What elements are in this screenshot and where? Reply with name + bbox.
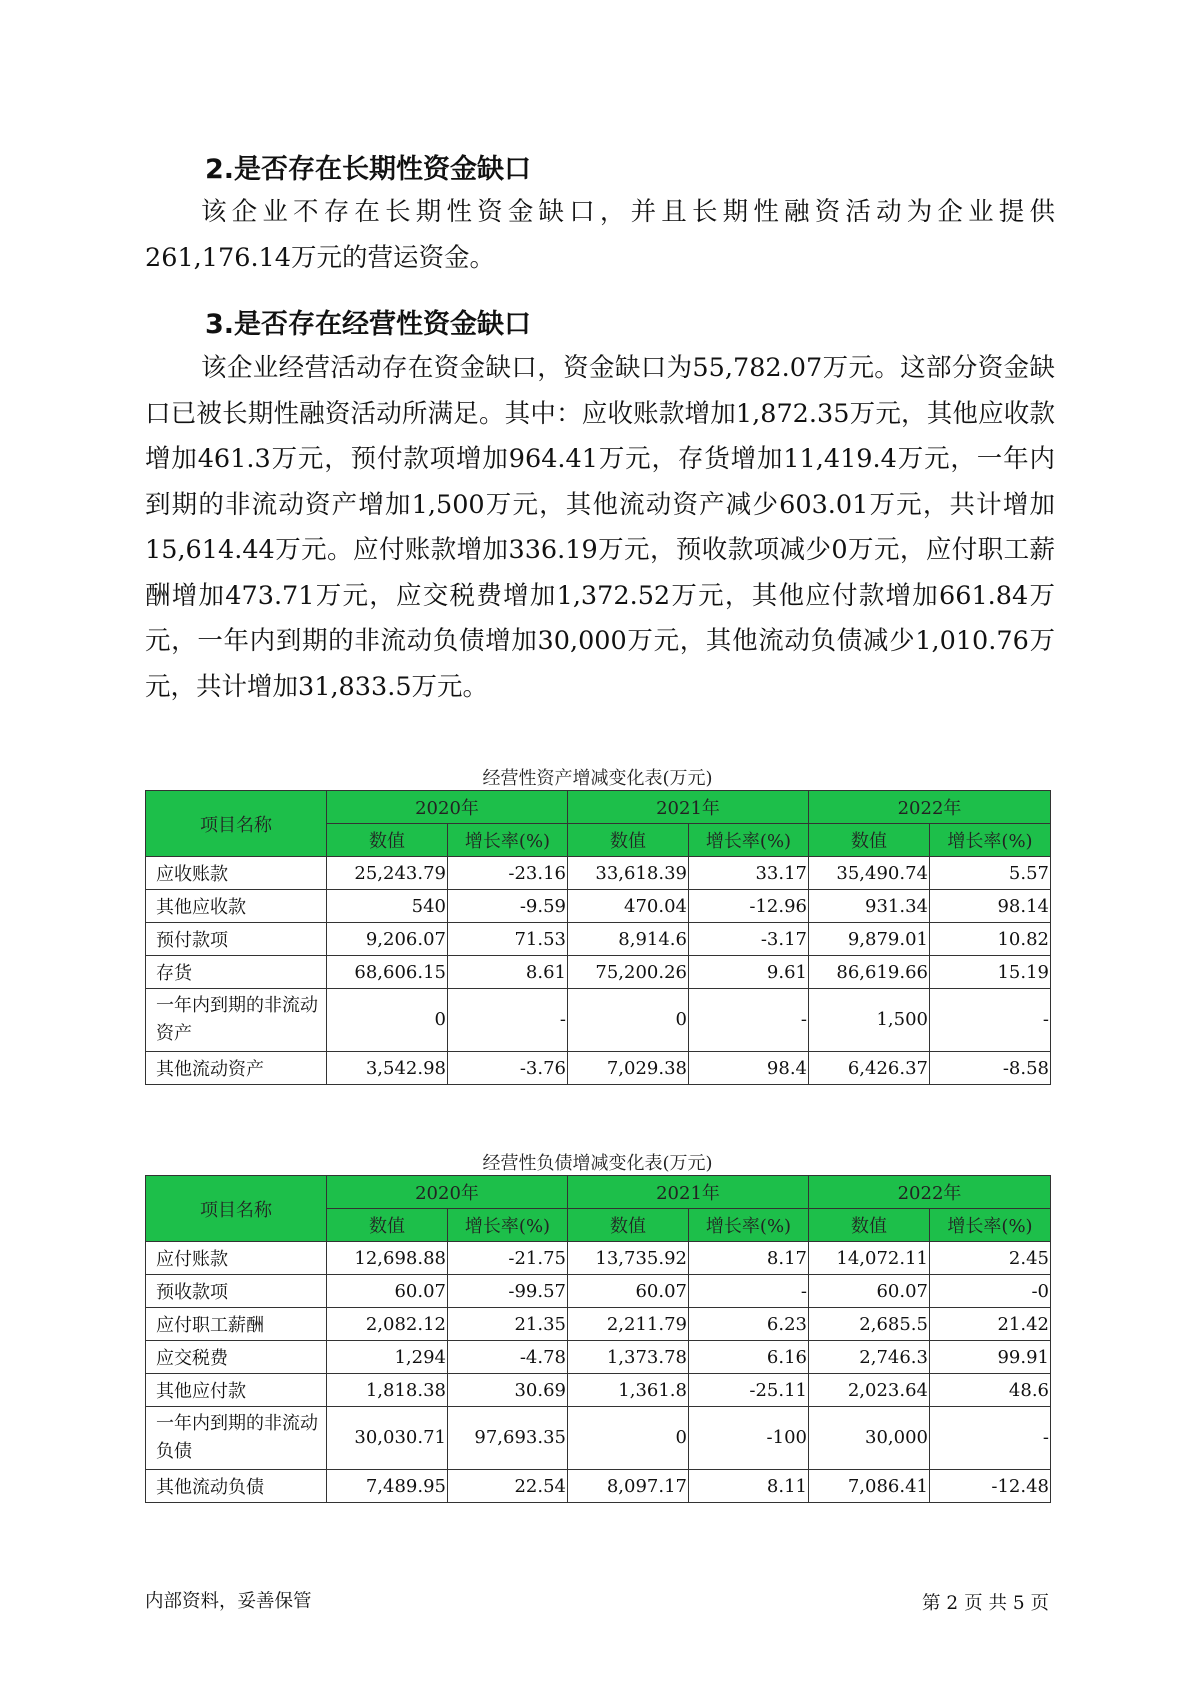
growth-subheader: 增长率(%) — [689, 1209, 809, 1242]
value-cell: 14,072.11 — [809, 1242, 930, 1275]
table-row — [146, 857, 1051, 890]
section-heading-long-term-gap: 2.是否存在长期性资金缺口 — [205, 154, 532, 185]
growth-rate-cell: 71.53 — [448, 923, 568, 956]
liability-change-table — [145, 1175, 1051, 1503]
growth-rate-cell: - — [689, 1275, 809, 1308]
table-row — [146, 1275, 1051, 1308]
value-cell: 7,489.95 — [327, 1470, 448, 1503]
row-item-name: 一年内到期的非流动资产 — [146, 989, 327, 1052]
value-cell: 9,879.01 — [809, 923, 930, 956]
value-cell: 6,426.37 — [809, 1052, 930, 1085]
table-row — [146, 1308, 1051, 1341]
growth-rate-cell: 21.35 — [448, 1308, 568, 1341]
table-row — [146, 890, 1051, 923]
growth-rate-cell: 98.14 — [930, 890, 1051, 923]
value-subheader: 数值 — [809, 824, 930, 857]
value-cell: 25,243.79 — [327, 857, 448, 890]
value-cell: 470.04 — [568, 890, 689, 923]
growth-rate-cell: - — [689, 989, 809, 1052]
growth-rate-cell: 8.61 — [448, 956, 568, 989]
growth-rate-cell: -3.17 — [689, 923, 809, 956]
item-name-header: 项目名称 — [146, 791, 327, 857]
value-cell: 35,490.74 — [809, 857, 930, 890]
value-cell: 60.07 — [327, 1275, 448, 1308]
value-cell: 931.34 — [809, 890, 930, 923]
value-cell: 60.07 — [809, 1275, 930, 1308]
table-row — [146, 956, 1051, 989]
growth-rate-cell: 30.69 — [448, 1374, 568, 1407]
growth-rate-cell: -21.75 — [448, 1242, 568, 1275]
row-item-name: 预付款项 — [146, 923, 327, 956]
growth-rate-cell: 8.17 — [689, 1242, 809, 1275]
section-heading-operating-gap: 3.是否存在经营性资金缺口 — [205, 309, 532, 340]
growth-rate-cell: -4.78 — [448, 1341, 568, 1374]
row-item-name: 预收款项 — [146, 1275, 327, 1308]
row-item-name: 应付账款 — [146, 1242, 327, 1275]
row-item-name: 其他应收款 — [146, 890, 327, 923]
growth-rate-cell: - — [930, 1407, 1051, 1470]
growth-subheader: 增长率(%) — [930, 824, 1051, 857]
table-row — [146, 1374, 1051, 1407]
value-cell: 12,698.88 — [327, 1242, 448, 1275]
growth-rate-cell: -9.59 — [448, 890, 568, 923]
growth-rate-cell: 98.4 — [689, 1052, 809, 1085]
row-item-name: 其他应付款 — [146, 1374, 327, 1407]
value-cell: 75,200.26 — [568, 956, 689, 989]
value-cell: 2,685.5 — [809, 1308, 930, 1341]
liability-table-caption: 经营性负债增减变化表(万元) — [482, 1153, 713, 1174]
value-cell: 8,097.17 — [568, 1470, 689, 1503]
value-cell: 540 — [327, 890, 448, 923]
asset-table-caption: 经营性资产增减变化表(万元) — [482, 768, 713, 789]
value-cell: 1,294 — [327, 1341, 448, 1374]
value-cell: 1,818.38 — [327, 1374, 448, 1407]
table-row — [146, 1341, 1051, 1374]
growth-rate-cell: 10.82 — [930, 923, 1051, 956]
growth-rate-cell: 21.42 — [930, 1308, 1051, 1341]
value-cell: 68,606.15 — [327, 956, 448, 989]
table-row — [146, 923, 1051, 956]
row-item-name: 其他流动资产 — [146, 1052, 327, 1085]
value-cell: 2,211.79 — [568, 1308, 689, 1341]
value-subheader: 数值 — [327, 1209, 448, 1242]
table-row — [146, 1470, 1051, 1503]
value-cell: 7,086.41 — [809, 1470, 930, 1503]
item-name-header: 项目名称 — [146, 1176, 327, 1242]
year-header: 2021年 — [568, 1176, 809, 1209]
growth-rate-cell: 6.23 — [689, 1308, 809, 1341]
value-cell: 8,914.6 — [568, 923, 689, 956]
year-header: 2020年 — [327, 791, 568, 824]
value-cell: 0 — [568, 989, 689, 1052]
value-cell: 7,029.38 — [568, 1052, 689, 1085]
row-item-name: 存货 — [146, 956, 327, 989]
growth-rate-cell: - — [448, 989, 568, 1052]
table-row — [146, 1407, 1051, 1470]
growth-rate-cell: -99.57 — [448, 1275, 568, 1308]
value-subheader: 数值 — [809, 1209, 930, 1242]
value-cell: 0 — [568, 1407, 689, 1470]
value-cell: 30,000 — [809, 1407, 930, 1470]
value-cell: 1,361.8 — [568, 1374, 689, 1407]
growth-rate-cell: 6.16 — [689, 1341, 809, 1374]
year-header: 2022年 — [809, 791, 1051, 824]
value-cell: 2,082.12 — [327, 1308, 448, 1341]
value-cell: 9,206.07 — [327, 923, 448, 956]
table-row — [146, 1052, 1051, 1085]
growth-rate-cell: -12.96 — [689, 890, 809, 923]
growth-rate-cell: 8.11 — [689, 1470, 809, 1503]
growth-rate-cell: 2.45 — [930, 1242, 1051, 1275]
growth-subheader: 增长率(%) — [448, 1209, 568, 1242]
paragraph-operating-gap: 该企业经营活动存在资金缺口，资金缺口为55,782.07万元。这部分资金缺口已被长期性融资活动所满足。其中：应收账款增加1,872.35万元，其他应收款增加461.3万元，预付款项增加964.41万元，存货增加11,419.4万元，一年内到期的非流动资产增加1,500万元，其他流动资产减少603.01万元，共计增加15,614.44万元。应付账款增加336.19万元，预收款项减少0万元，应付职工薪酬增加473.71万元，应交税费增加1,372.52万元，其他应付款增加661.84万元，一年内到期的非流动负债增加30,000万元，其他流动负债减少1,010.76万元，共计增加31,833.5万元。 — [145, 353, 1055, 702]
growth-subheader: 增长率(%) — [448, 824, 568, 857]
value-cell: 13,735.92 — [568, 1242, 689, 1275]
value-subheader: 数值 — [568, 1209, 689, 1242]
growth-rate-cell: -25.11 — [689, 1374, 809, 1407]
confidential-notice: 内部资料，妥善保管 — [145, 1591, 312, 1612]
row-item-name: 应付职工薪酬 — [146, 1308, 327, 1341]
paragraph-long-term-gap: 该企业不存在长期性资金缺口，并且长期性融资活动为企业提供261,176.14万元的营运资金。 — [145, 197, 1055, 273]
table-row — [146, 989, 1051, 1052]
value-cell: 33,618.39 — [568, 857, 689, 890]
growth-subheader: 增长率(%) — [930, 1209, 1051, 1242]
growth-rate-cell: 5.57 — [930, 857, 1051, 890]
growth-rate-cell: 48.6 — [930, 1374, 1051, 1407]
page-number: 第 2 页 共 5 页 — [922, 1593, 1049, 1614]
row-item-name: 一年内到期的非流动负债 — [146, 1407, 327, 1470]
growth-rate-cell: 15.19 — [930, 956, 1051, 989]
value-subheader: 数值 — [568, 824, 689, 857]
row-item-name: 其他流动负债 — [146, 1470, 327, 1503]
value-cell: 1,373.78 — [568, 1341, 689, 1374]
year-header: 2021年 — [568, 791, 809, 824]
growth-rate-cell: -23.16 — [448, 857, 568, 890]
growth-subheader: 增长率(%) — [689, 824, 809, 857]
value-subheader: 数值 — [327, 824, 448, 857]
value-cell: 2,023.64 — [809, 1374, 930, 1407]
growth-rate-cell: -12.48 — [930, 1470, 1051, 1503]
value-cell: 3,542.98 — [327, 1052, 448, 1085]
growth-rate-cell: 99.91 — [930, 1341, 1051, 1374]
value-cell: 0 — [327, 989, 448, 1052]
growth-rate-cell: -3.76 — [448, 1052, 568, 1085]
row-item-name: 应收账款 — [146, 857, 327, 890]
value-cell: 60.07 — [568, 1275, 689, 1308]
value-cell: 86,619.66 — [809, 956, 930, 989]
year-header: 2020年 — [327, 1176, 568, 1209]
growth-rate-cell: 97,693.35 — [448, 1407, 568, 1470]
year-header: 2022年 — [809, 1176, 1051, 1209]
value-cell: 30,030.71 — [327, 1407, 448, 1470]
growth-rate-cell: - — [930, 989, 1051, 1052]
value-cell: 1,500 — [809, 989, 930, 1052]
row-item-name: 应交税费 — [146, 1341, 327, 1374]
asset-change-table — [145, 790, 1051, 1085]
table-row — [146, 1242, 1051, 1275]
growth-rate-cell: 33.17 — [689, 857, 809, 890]
growth-rate-cell: -100 — [689, 1407, 809, 1470]
value-cell: 2,746.3 — [809, 1341, 930, 1374]
growth-rate-cell: 9.61 — [689, 956, 809, 989]
growth-rate-cell: -8.58 — [930, 1052, 1051, 1085]
growth-rate-cell: -0 — [930, 1275, 1051, 1308]
growth-rate-cell: 22.54 — [448, 1470, 568, 1503]
